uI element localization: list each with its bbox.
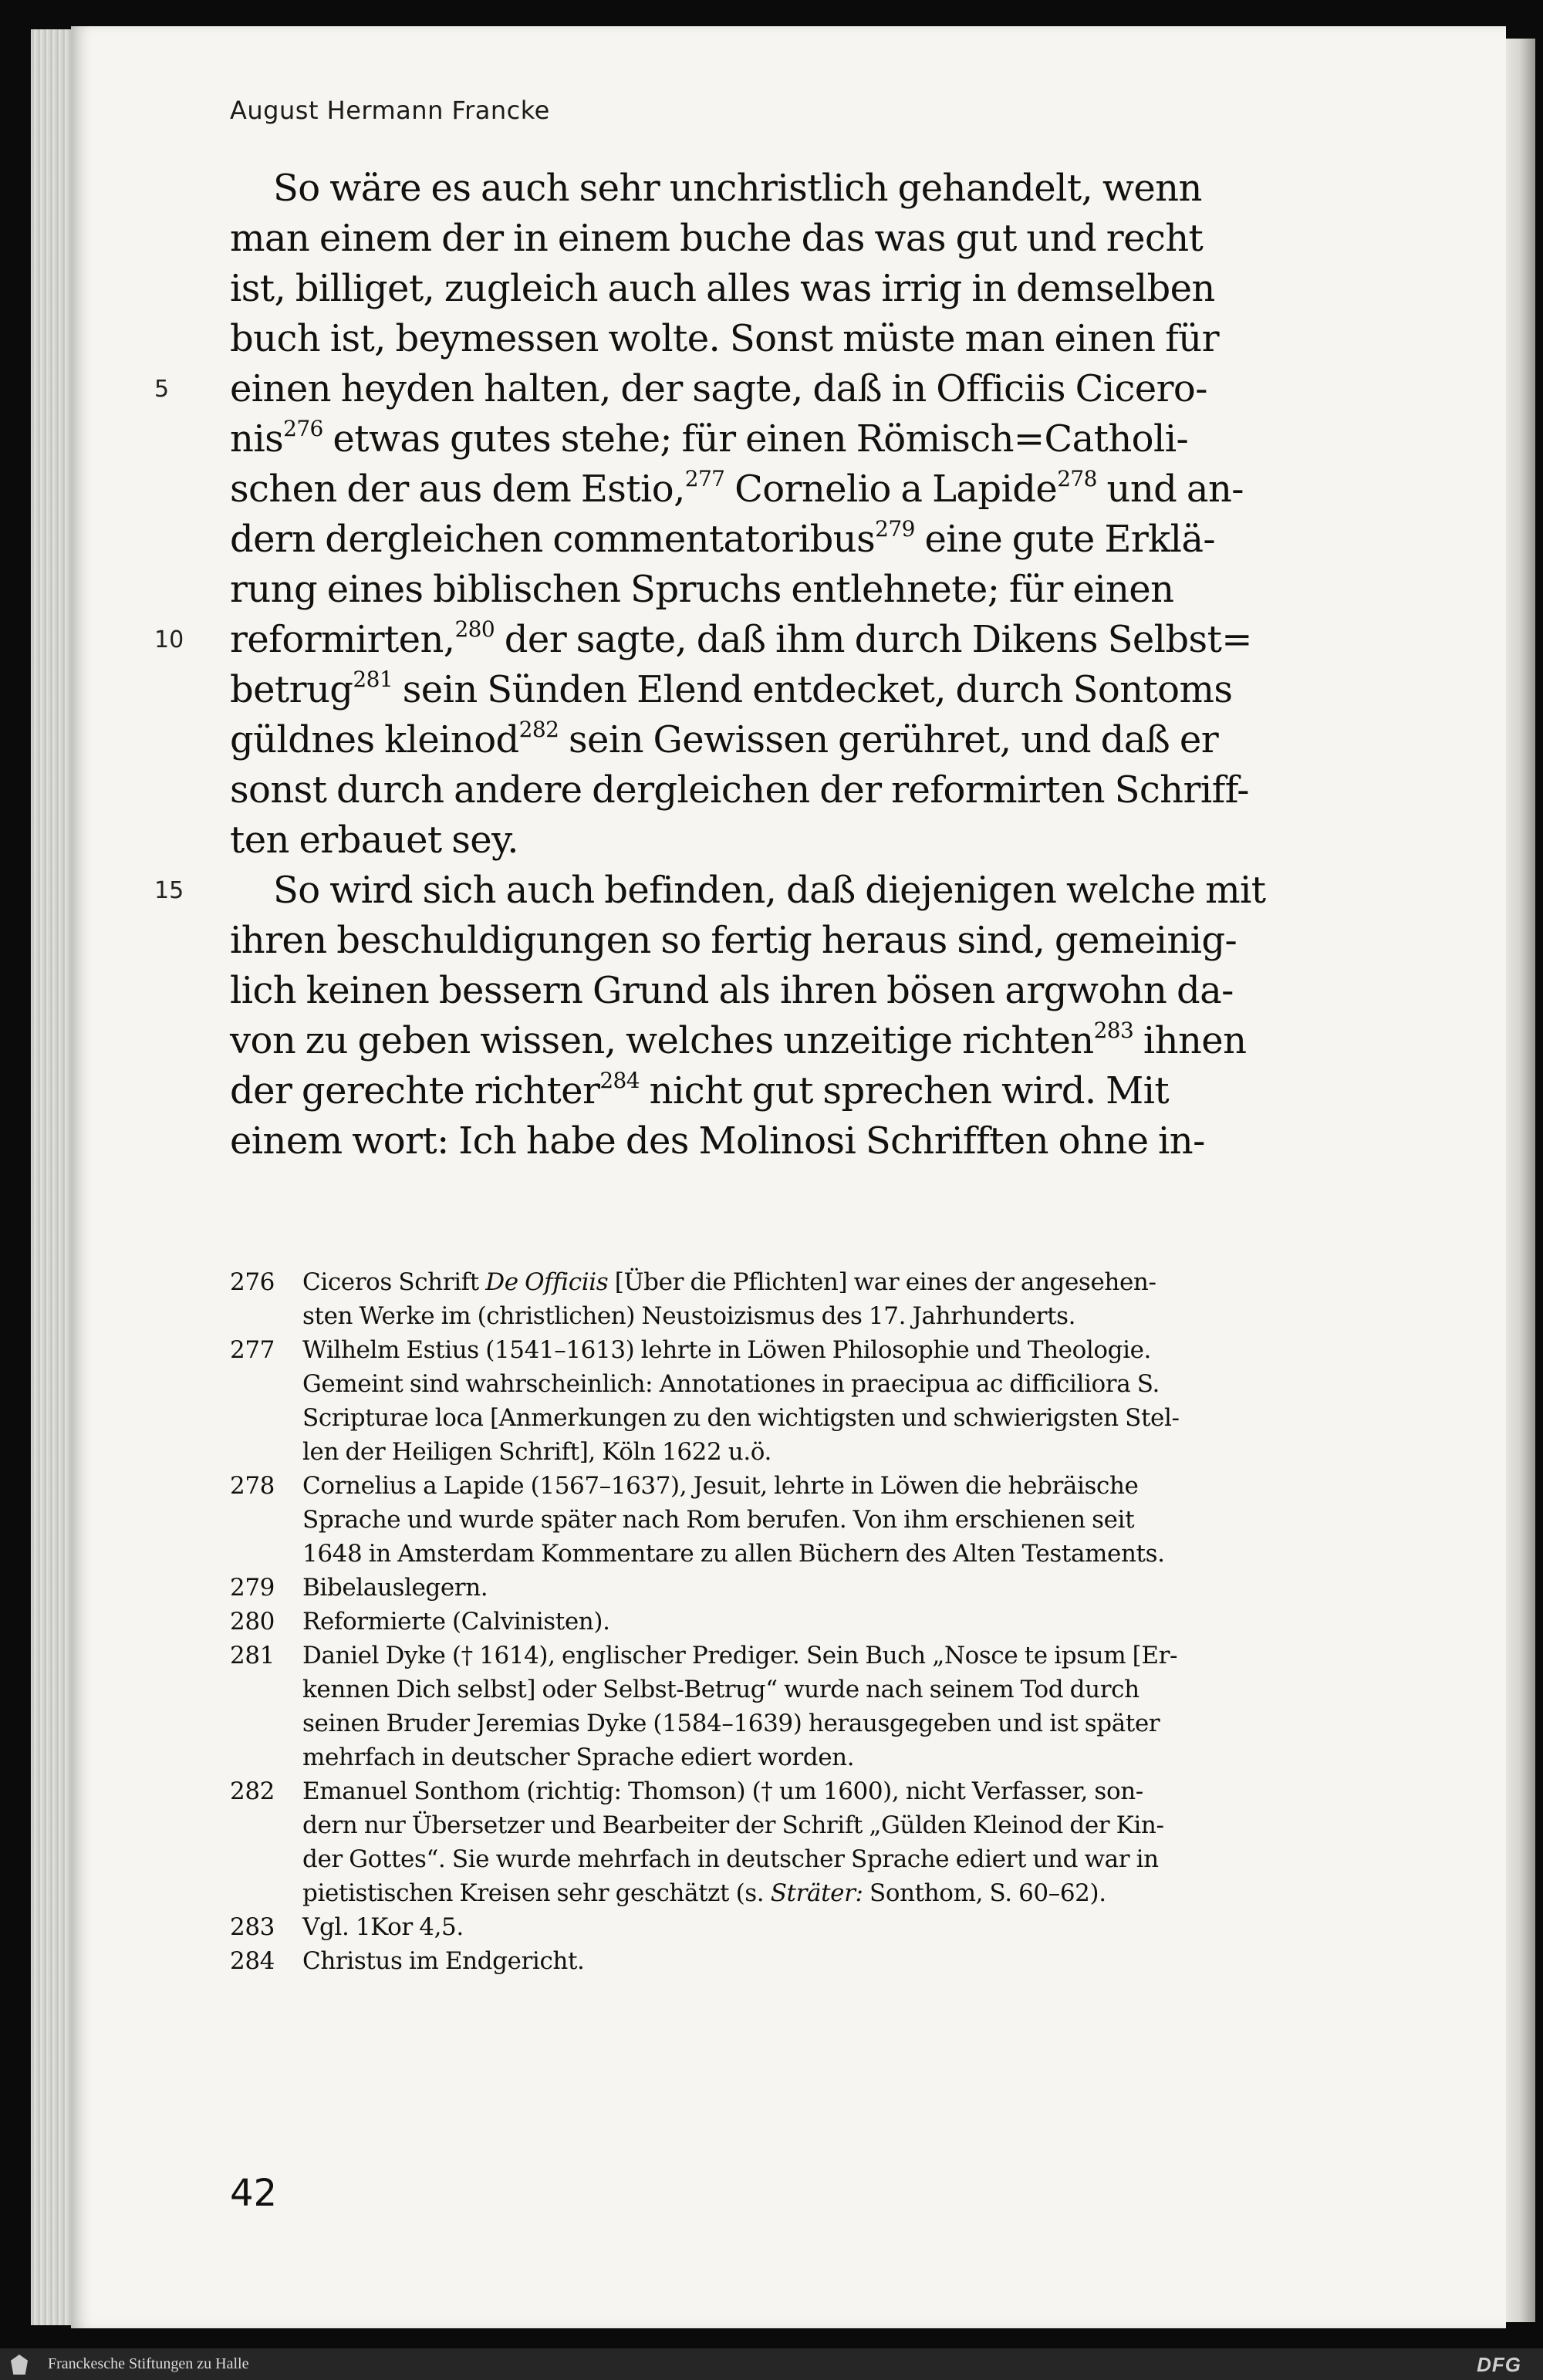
footnote-text: Ciceros Schrift (302, 1268, 486, 1296)
footnote (230, 1639, 1287, 1774)
line-number-column (154, 164, 201, 1166)
line-number: 10 (154, 626, 184, 653)
footnote (230, 1265, 1287, 1333)
footnote-number: 283 (230, 1913, 275, 1941)
text-segment: der sagte, daß ihm durch Dikens Selbst= (495, 618, 1252, 661)
line-number: 5 (154, 376, 170, 403)
footnote-text: kennen Dich selbst] oder Selbst-Betrug“ wurde nach seinem Tod durch (302, 1676, 1140, 1703)
line-number (154, 966, 201, 1016)
footnote-ref: 284 (599, 1068, 640, 1093)
footnote-line (302, 1299, 1287, 1333)
text-segment: betrug (230, 668, 353, 711)
footnote (230, 1469, 1287, 1571)
text-line (230, 715, 1282, 765)
line-number (154, 665, 201, 715)
institution-logo-icon (11, 2355, 28, 2375)
footnote-text: Wilhelm Estius (1541–1613) lehrte in Löwen Philosophie und Theologie. (302, 1336, 1152, 1364)
footnote-text: mehrfach in deutscher Sprache ediert worden. (302, 1744, 855, 1771)
footnote-ref: 281 (353, 667, 393, 692)
line-number (154, 464, 201, 515)
footnote-number: 282 (230, 1777, 275, 1805)
footnote-line (302, 1944, 1287, 1978)
footnote-text: Scripturae loca [Anmerkungen zu den wichtigsten und schwierigsten Stel- (302, 1404, 1180, 1432)
line-number (154, 1066, 201, 1116)
footnote-line (302, 1740, 1287, 1774)
line-number (154, 314, 201, 364)
line-number (154, 565, 201, 615)
footnote-ref: 282 (518, 717, 559, 742)
institution-name: Franckesche Stiftungen zu Halle (48, 2355, 249, 2372)
line-number (154, 715, 201, 765)
footnote-line (302, 1469, 1287, 1503)
text-line (230, 414, 1282, 464)
footnote-line (302, 1537, 1287, 1571)
text-line (230, 916, 1282, 966)
text-segment: der gerechte richter (230, 1069, 600, 1112)
footnote-line (302, 1503, 1287, 1537)
footnote-line (302, 1774, 1287, 1808)
text-segment: einen heyden halten, der sagte, daß in Officiis Cicero- (230, 367, 1207, 410)
footnote-text: 1648 in Amsterdam Kommentare zu allen Büchern des Alten Testaments. (302, 1540, 1165, 1568)
text-segment: man einem der in einem buche das was gut und recht (230, 217, 1204, 260)
text-line (230, 164, 1282, 214)
text-segment: güldnes kleinod (230, 718, 519, 761)
footnote-italic: De Officiis (485, 1268, 609, 1296)
footnote-text: dern nur Übersetzer und Bearbeiter der Schrift „Gülden Kleinod der Kin- (302, 1811, 1164, 1839)
text-segment: dern dergleichen commentatoribus (230, 518, 876, 561)
page-edge-left (31, 29, 76, 2325)
text-segment: nicht gut sprechen wird. Mit (639, 1069, 1170, 1112)
footnote-text: [Über die Pflichten] war eines der angesehen- (608, 1268, 1156, 1296)
text-segment: schen der aus dem Estio, (230, 468, 685, 511)
footnote-line (302, 1605, 1287, 1639)
text-line (230, 364, 1282, 414)
text-segment: und an- (1096, 468, 1244, 511)
line-number (154, 264, 201, 314)
footnote-text: pietistischen Kreisen sehr geschätzt (s. (302, 1879, 771, 1907)
text-segment: So wird sich auch befinden, daß diejenigen welche mit (273, 869, 1266, 912)
footnote-text: Christus im Endgericht. (302, 1947, 585, 1975)
line-number (154, 815, 201, 866)
footnote-number: 277 (230, 1336, 275, 1364)
running-head: August Hermann Francke (230, 96, 550, 125)
footnote-text: seinen Bruder Jeremias Dyke (1584–1639) herausgegeben und ist später (302, 1710, 1160, 1737)
footnote-text: len der Heiligen Schrift], Köln 1622 u.ö. (302, 1438, 772, 1466)
footnote-number: 279 (230, 1574, 275, 1602)
line-number (154, 1016, 201, 1066)
text-segment: einem wort: Ich habe des Molinosi Schrifften ohne in- (230, 1119, 1205, 1163)
text-line (230, 565, 1282, 615)
footnote-line (302, 1639, 1287, 1673)
dfg-logo: DFG (1477, 2353, 1521, 2376)
footnote-ref: 283 (1093, 1018, 1134, 1043)
footnote-line (302, 1367, 1287, 1401)
text-line (230, 866, 1282, 916)
text-line (230, 1066, 1282, 1116)
footnote-text: Reformierte (Calvinisten). (302, 1608, 610, 1636)
footnote (230, 1571, 1287, 1605)
line-number (154, 515, 201, 565)
footnote-line (302, 1265, 1287, 1299)
text-segment: lich keinen bessern Grund als ihren bösen argwohn da- (230, 969, 1234, 1012)
footnote-line (302, 1842, 1287, 1876)
page-number: 42 (230, 2172, 278, 2215)
text-line (230, 214, 1282, 264)
text-line (230, 1016, 1282, 1066)
main-text (230, 164, 1282, 1166)
text-segment: sein Sünden Elend entdecket, durch Sontoms (393, 668, 1233, 711)
text-segment: reformirten, (230, 618, 455, 661)
text-segment: eine gute Erklä- (914, 518, 1216, 561)
footnote-text: Sonthom, S. 60–62). (863, 1879, 1106, 1907)
footnote-line (302, 1435, 1287, 1469)
text-line (230, 1116, 1282, 1166)
footnote (230, 1333, 1287, 1469)
footnotes (230, 1265, 1287, 1978)
text-line (230, 515, 1282, 565)
text-segment: nis (230, 417, 284, 461)
footnote-ref: 280 (454, 616, 495, 642)
text-segment: etwas gutes stehe; für einen Römisch=Catholi- (322, 417, 1189, 461)
text-line (230, 765, 1282, 815)
footnote-line (302, 1571, 1287, 1605)
footnote-line (302, 1910, 1287, 1944)
text-line (230, 966, 1282, 1016)
text-segment: Cornelio a Lapide (724, 468, 1058, 511)
line-number (154, 765, 201, 815)
footnote (230, 1944, 1287, 1978)
footnote-line (302, 1808, 1287, 1842)
footnote-text: Cornelius a Lapide (1567–1637), Jesuit, lehrte in Löwen die hebräische (302, 1472, 1139, 1500)
footnote-number: 284 (230, 1947, 275, 1975)
footnote-number: 280 (230, 1608, 275, 1636)
footnote-text: Sprache und wurde später nach Rom berufen. Von ihm erschienen seit (302, 1506, 1135, 1534)
footnote-text: Vgl. 1Kor 4,5. (302, 1913, 464, 1941)
footnote-text: Bibelauslegern. (302, 1574, 488, 1602)
footnote-text: Gemeint sind wahrscheinlich: Annotationes in praecipua ac difficiliora S. (302, 1370, 1160, 1398)
line-number (154, 414, 201, 464)
text-line (230, 464, 1282, 515)
text-line (230, 264, 1282, 314)
footnote-line (302, 1876, 1287, 1910)
footnote (230, 1605, 1287, 1639)
footnote-line (302, 1333, 1287, 1367)
footnote-line (302, 1673, 1287, 1707)
text-segment: buch ist, beymessen wolte. Sonst müste man einen für (230, 317, 1219, 360)
text-segment: rung eines biblischen Spruchs entlehnete; für einen (230, 568, 1174, 611)
line-number (154, 1116, 201, 1166)
text-line (230, 615, 1282, 665)
text-segment: ten erbauet sey. (230, 819, 518, 862)
line-number (154, 164, 201, 214)
footnote (230, 1910, 1287, 1944)
footnote-italic: Sträter: (770, 1879, 863, 1907)
footnote-ref: 276 (283, 416, 323, 441)
footnote-ref: 279 (875, 516, 915, 542)
footnote-ref: 277 (684, 466, 725, 491)
footnote-number: 276 (230, 1268, 275, 1296)
line-number: 15 (154, 877, 184, 904)
text-line (230, 665, 1282, 715)
text-segment: sonst durch andere dergleichen der reformirten Schriff- (230, 768, 1249, 812)
text-segment: sein Gewissen gerühret, und daß er (559, 718, 1219, 761)
footnote-ref: 278 (1057, 466, 1097, 491)
text-segment: von zu geben wissen, welches unzeitige richten (230, 1019, 1094, 1062)
footnote-text: der Gottes“. Sie wurde mehrfach in deutscher Sprache ediert und war in (302, 1845, 1159, 1873)
text-segment: So wäre es auch sehr unchristlich gehandelt, wenn (273, 167, 1202, 210)
text-segment: ihren beschuldigungen so fertig heraus sind, gemeinig- (230, 919, 1237, 962)
footnote-text: Emanuel Sonthom (richtig: Thomson) († um 1600), nicht Verfasser, son- (302, 1777, 1143, 1805)
footnote (230, 1774, 1287, 1910)
footnote-number: 278 (230, 1472, 275, 1500)
text-segment: ihnen (1133, 1019, 1247, 1062)
text-line (230, 314, 1282, 364)
footnote-text: Daniel Dyke († 1614), englischer Prediger. Sein Buch „Nosce te ipsum [Er- (302, 1642, 1178, 1669)
text-line (230, 815, 1282, 866)
footnote-text: sten Werke im (christlichen) Neustoizismus des 17. Jahrhunderts. (302, 1302, 1076, 1330)
text-segment: ist, billiget, zugleich auch alles was irrig in demselben (230, 267, 1215, 310)
footnote-line (302, 1707, 1287, 1740)
line-number (154, 916, 201, 966)
footer-bar (0, 2348, 1543, 2380)
footnote-line (302, 1401, 1287, 1435)
footnote-number: 281 (230, 1642, 275, 1669)
line-number (154, 214, 201, 264)
